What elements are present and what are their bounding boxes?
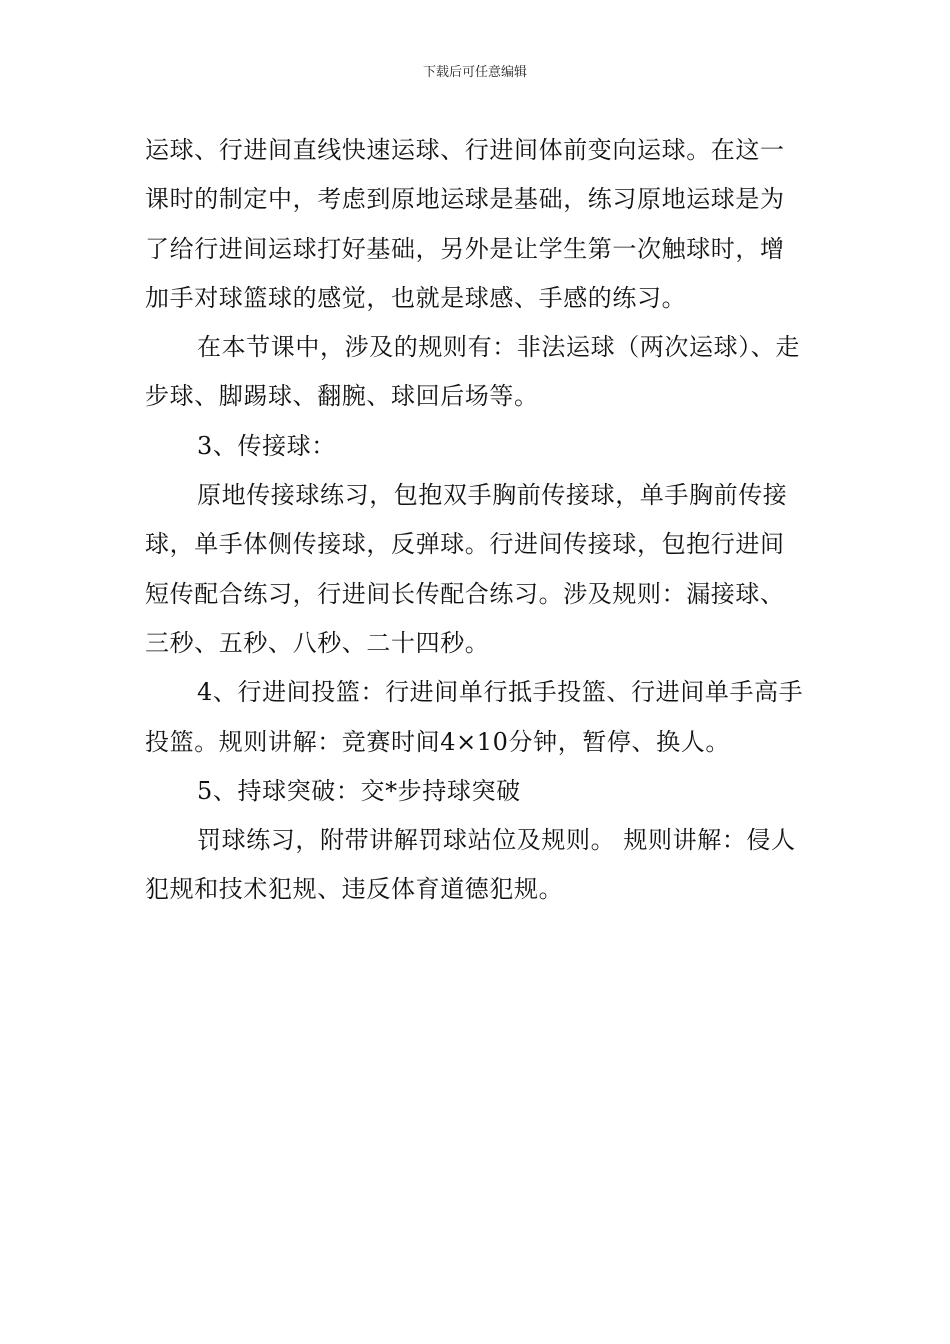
paragraph-dribbling-rules: 在本节课中，涉及的规则有：非法运球（两次运球）、走步球、脚踢球、翻腕、球回后场等。 [145,333,800,411]
paragraph-free-throw: 罚球练习，附带讲解罚球站位及规则。 规则讲解：侵人犯规和技术犯规、违反体育道德犯规。 [145,826,796,904]
paragraph-layup: 4、行进间投篮：行进间单行抵手投篮、行进间单手高手投篮。规则讲解：竞赛时间4×10分钟，暂停、换人。 [145,678,804,756]
heading-passing: 3、传接球： [197,431,336,460]
document-body [145,126,809,915]
paragraph-passing: 原地传接球练习，包抱双手胸前传接球，单手胸前传接球，单手体侧传接球，反弹球。行进间传接球，包抱行进间短传配合练习，行进间长传配合练习。涉及规则：漏接球、三秒、五秒、八秒、二十四秒。 [145,481,788,657]
heading-breakthrough: 5、持球突破：交*步持球突破 [197,776,521,805]
paragraph-dribbling: 运球、行进间直线快速运球、行进间体前变向运球。在这一课时的制定中，考虑到原地运球是基础，练习原地运球是为了给行进间运球打好基础，另外是让学生第一次触球时，增加手对球篮球的感觉，也就是球感、手感的练习。 [145,136,785,312]
header-note: 下载后可任意编辑 [422,65,527,80]
